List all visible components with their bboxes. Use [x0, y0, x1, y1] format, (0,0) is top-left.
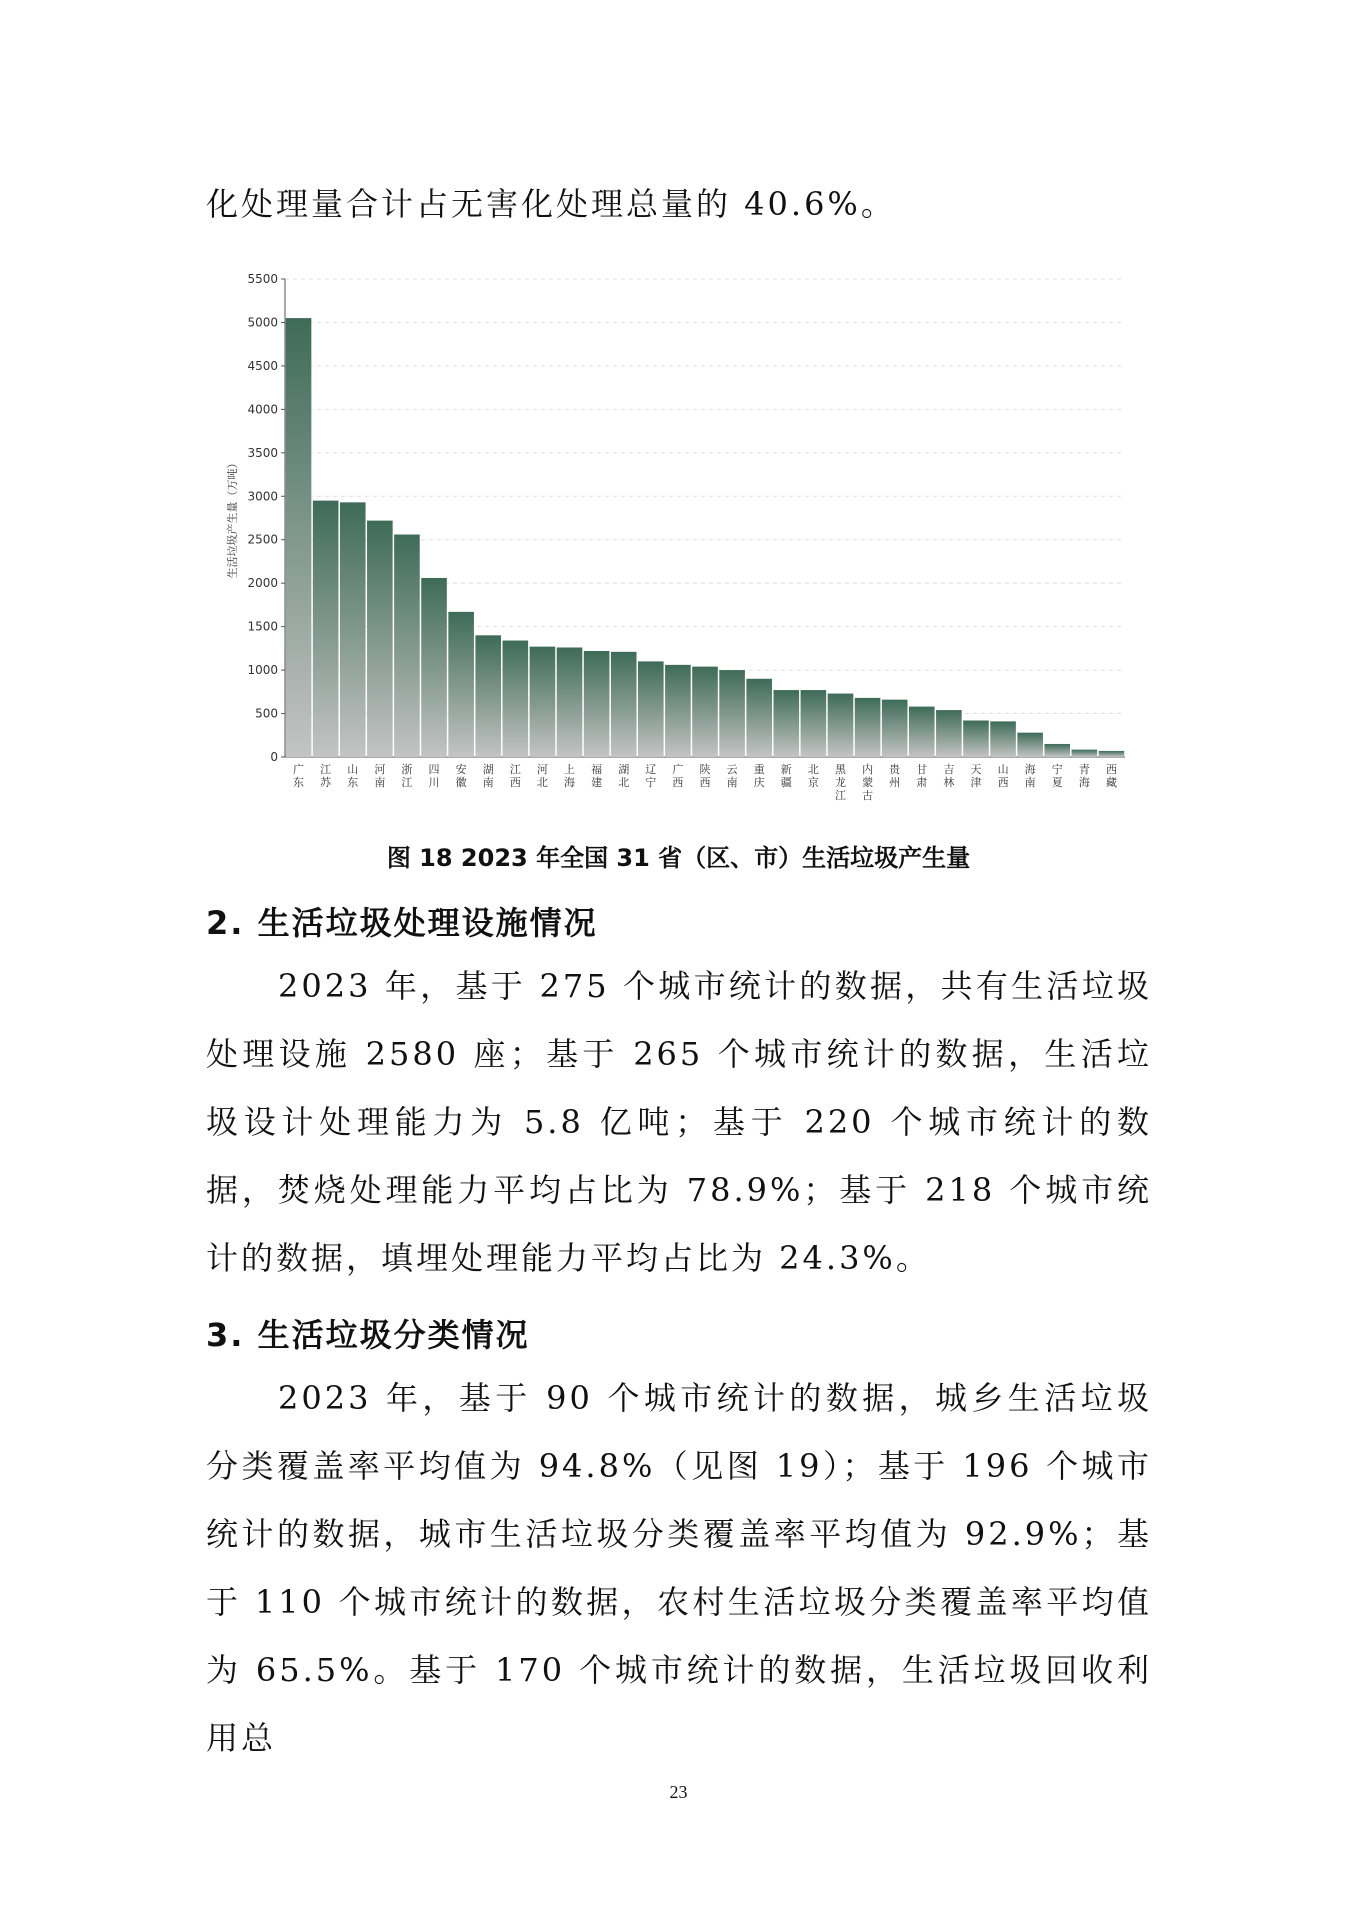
x-category-label: 浙江 [401, 763, 413, 789]
y-tick-label: 3500 [247, 445, 278, 460]
x-category-label: 福建 [591, 763, 603, 789]
section-3-heading: 3. 生活垃圾分类情况 [206, 1316, 530, 1354]
bar-陕西 [692, 667, 718, 757]
y-tick-label: 1500 [247, 619, 278, 634]
bar-云南 [719, 670, 745, 757]
x-category-label: 江西 [509, 763, 521, 789]
y-axis-title: 生活垃圾产生量（万吨） [226, 457, 239, 579]
section-2-heading: 2. 生活垃圾处理设施情况 [206, 904, 598, 942]
y-tick-label: 4000 [247, 402, 278, 417]
x-category-label: 贵州 [889, 763, 901, 789]
x-category-label: 新疆 [780, 763, 792, 789]
x-category-label: 内蒙古 [862, 763, 874, 802]
bar-贵州 [882, 700, 908, 757]
x-category-label: 安徽 [455, 763, 467, 789]
bar-浙江 [394, 535, 420, 757]
x-category-label: 湖南 [482, 763, 494, 789]
bar-广东 [286, 318, 312, 757]
bar-北京 [801, 690, 827, 757]
x-category-label: 西藏 [1105, 763, 1117, 789]
bar-青海 [1072, 750, 1098, 757]
x-category-label: 湖北 [618, 763, 630, 789]
bar-吉林 [936, 710, 962, 757]
y-tick-label: 2000 [247, 576, 278, 591]
bar-四川 [421, 578, 447, 757]
bar-安徽 [448, 612, 474, 757]
x-category-label: 陕西 [699, 763, 711, 789]
x-category-label: 广东 [293, 763, 305, 789]
x-category-label: 吉林 [943, 763, 955, 789]
bar-甘肃 [909, 707, 935, 757]
bar-内蒙古 [855, 698, 881, 757]
bar-山东 [340, 502, 366, 757]
bar-黑龙江 [828, 694, 854, 757]
intro-paragraph-tail: 化处理量合计占无害化处理总量的 40.6%。 [206, 185, 896, 223]
bar-山西 [990, 721, 1016, 757]
section-2-paragraph: 2023 年，基于 275 个城市统计的数据，共有生活垃圾处理设施 2580 座；基于 265 个城市统计的数据，生活垃圾设计处理能力为 5.8 亿吨；基于 220 个城市统计的数据，焚烧处理能力平均占比为 78.9%；基于 218 个城市统计的数据，填埋处理能力平均占比为 24.3%。 [206, 967, 1152, 1277]
y-tick-label: 0 [270, 750, 278, 764]
x-category-label: 四川 [428, 763, 440, 789]
bar-湖南 [475, 635, 501, 757]
x-category-label: 青海 [1078, 763, 1090, 789]
page-number: 23 [669, 1782, 688, 1802]
x-category-label: 甘肃 [916, 763, 928, 789]
y-tick-label: 1000 [247, 663, 278, 678]
x-category-label: 山西 [997, 763, 1009, 789]
bar-河北 [530, 647, 556, 757]
section-3-paragraph: 2023 年，基于 90 个城市统计的数据，城乡生活垃圾分类覆盖率平均值为 94.8%（见图 19）；基于 196 个城市统计的数据，城市生活垃圾分类覆盖率平均值为 92.9%；基于 110 个城市统计的数据，农村生活垃圾分类覆盖率平均值为 65.5%。基于 170 个城市统计的数据，生活垃圾回收利用总 [206, 1379, 1152, 1757]
bar-福建 [584, 651, 610, 757]
x-category-label: 广西 [672, 763, 684, 789]
y-tick-label: 500 [255, 706, 278, 721]
y-tick-label: 2500 [247, 532, 278, 547]
bar-上海 [557, 647, 583, 757]
x-category-label: 江苏 [320, 763, 332, 789]
x-category-label: 天津 [970, 763, 982, 789]
x-category-label: 上海 [564, 763, 576, 789]
figure-caption: 图 18 2023 年全国 31 省（区、市）生活垃圾产生量 [386, 844, 971, 872]
x-category-label: 辽宁 [645, 763, 657, 789]
x-category-label: 黑龙江 [834, 763, 846, 802]
x-category-label: 云南 [726, 763, 738, 789]
y-tick-label: 3000 [247, 489, 278, 504]
x-category-label: 重庆 [753, 763, 765, 789]
y-tick-label: 4500 [247, 358, 278, 373]
x-category-label: 海南 [1024, 763, 1036, 789]
bar-广西 [665, 665, 691, 757]
bar-海南 [1017, 733, 1043, 757]
bar-重庆 [746, 679, 772, 757]
bar-江西 [503, 641, 529, 757]
bar-辽宁 [638, 661, 664, 757]
x-category-label: 宁夏 [1051, 763, 1063, 789]
x-category-label: 河北 [536, 763, 548, 789]
bar-西藏 [1099, 751, 1125, 757]
y-tick-label: 5000 [247, 315, 278, 330]
bar-新疆 [773, 690, 799, 757]
waste-production-bar-chart [200, 262, 1140, 802]
x-category-label: 河南 [374, 763, 386, 789]
bar-湖北 [611, 652, 637, 757]
bar-河南 [367, 521, 393, 757]
x-category-label: 北京 [807, 763, 819, 789]
y-tick-label: 5500 [247, 272, 278, 286]
bar-宁夏 [1044, 744, 1070, 757]
x-category-label: 山东 [347, 763, 359, 789]
bar-天津 [963, 720, 989, 757]
bar-江苏 [313, 501, 339, 757]
